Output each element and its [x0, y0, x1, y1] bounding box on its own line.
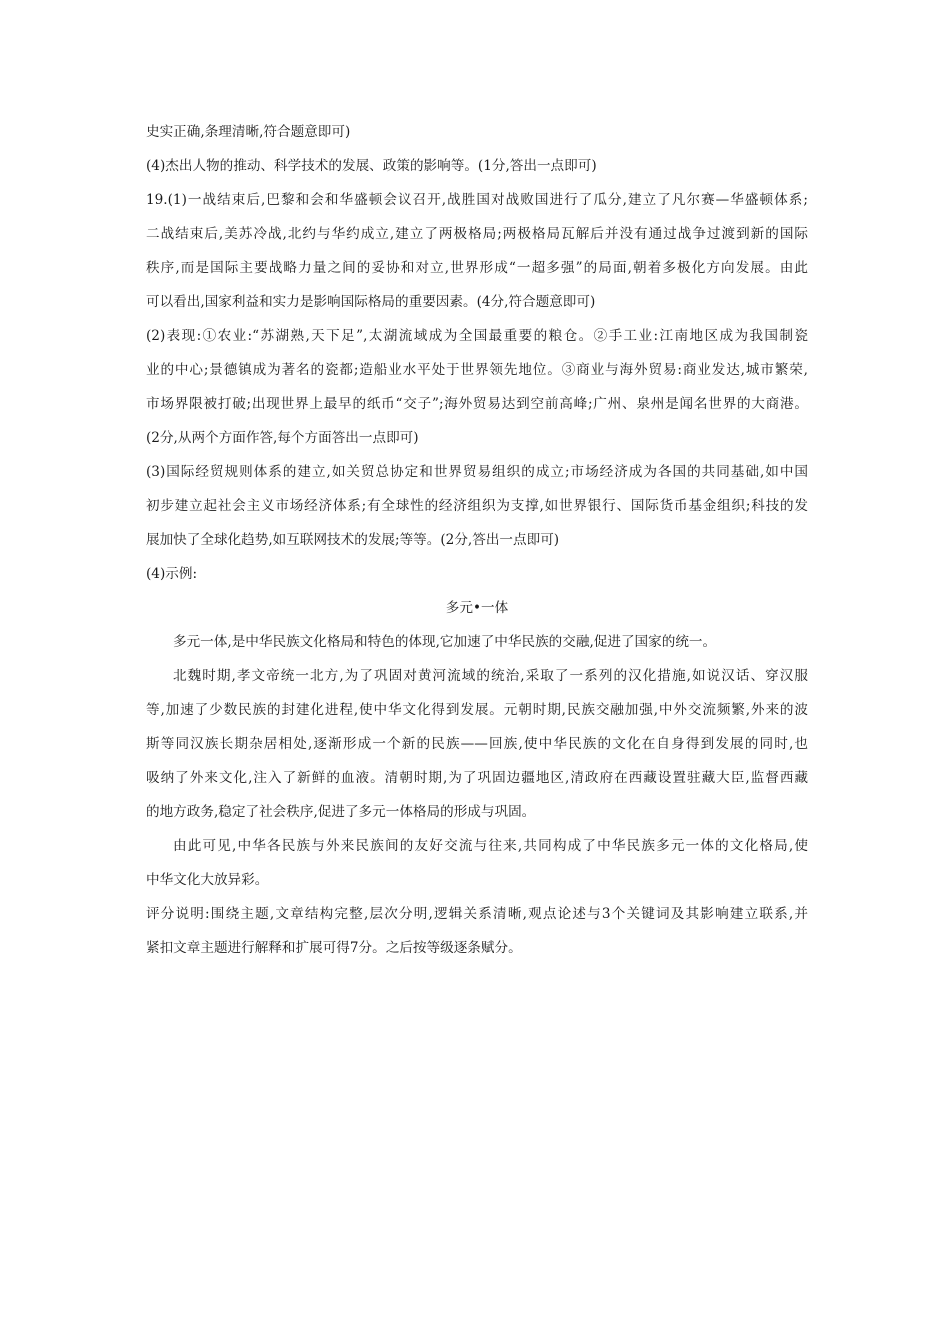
text-line: 市场界限被打破;出现世界上最早的纸币“交子”;海外贸易达到空前高峰;广州、泉州是闻名世界的大商港。 [146, 396, 808, 412]
text-line: 业的中心;景德镇成为著名的瓷都;造船业水平处于世界领先地位。③商业与海外贸易:商业发达,城市繁荣, [146, 362, 808, 378]
text-line: 由此可见,中华各民族与外来民族间的友好交流与往来,共同构成了中华民族多元一体的文化格局,使 [173, 838, 808, 854]
text-line: 吸纳了外来文化,注入了新鲜的血液。清朝时期,为了巩固边疆地区,清政府在西藏设置驻藏大臣,监督西藏 [146, 770, 808, 786]
text-line: 展加快了全球化趋势,如互联网技术的发展;等等。(2分,答出一点即可) [146, 532, 560, 548]
text-line: 可以看出,国家利益和实力是影响国际格局的重要因素。(4分,符合题意即可) [146, 294, 596, 310]
text-line: 19.(1)一战结束后,巴黎和会和华盛顿会议召开,战胜国对战败国进行了瓜分,建立了凡尔赛—华盛顿体系; [146, 192, 808, 208]
text-line: (4)杰出人物的推动、科学技术的发展、政策的影响等。(1分,答出一点即可) [146, 158, 597, 174]
text-line: 等,加速了少数民族的封建化进程,使中华文化得到发展。元朝时期,民族交融加强,中外交流频繁,外来的波 [146, 702, 808, 718]
text-line: 二战结束后,美苏冷战,北约与华约成立,建立了两极格局;两极格局瓦解后并没有通过战争过渡到新的国际 [146, 226, 808, 242]
text-line: 中华文化大放异彩。 [146, 872, 269, 888]
text-line: 评分说明:围绕主题,文章结构完整,层次分明,逻辑关系清晰,观点论述与3个关键词及其影响建立联系,并 [146, 906, 808, 922]
text-line: 多元一体,是中华民族文化格局和特色的体现,它加速了中华民族的交融,促进了国家的统一。 [173, 634, 717, 650]
text-line: 的地方政务,稳定了社会秩序,促进了多元一体格局的形成与巩固。 [146, 804, 536, 820]
text-line: 史实正确,条理清晰,符合题意即可) [146, 124, 351, 140]
text-line: (2)表现:①农业:“苏湖熟,天下足”,太湖流域成为全国最重要的粮仓。②手工业:江南地区成为我国制瓷 [146, 328, 808, 344]
text-line: 初步建立起社会主义市场经济体系;有全球性的经济组织为支撑,如世界银行、国际货币基金组织;科技的发 [146, 498, 808, 514]
text-line: (4)示例: [146, 566, 198, 582]
text-line: (2分,从两个方面作答,每个方面答出一点即可) [146, 430, 419, 446]
text-line: (3)国际经贸规则体系的建立,如关贸总协定和世界贸易组织的成立;市场经济成为各国的共同基础,如中国 [146, 464, 808, 480]
document-page [146, 122, 808, 972]
text-line: 斯等同汉族长期杂居相处,逐渐形成一个新的民族——回族,使中华民族的文化在自身得到发展的同时,也 [146, 736, 808, 752]
text-line: 紧扣文章主题进行解释和扩展可得7分。之后按等级逐条赋分。 [146, 940, 522, 956]
text-line: 秩序,而是国际主要战略力量之间的妥协和对立,世界形成“一超多强”的局面,朝着多极化方向发展。由此 [146, 260, 808, 276]
text-line: 北魏时期,孝文帝统一北方,为了巩固对黄河流域的统治,采取了一系列的汉化措施,如说汉话、穿汉服 [173, 668, 808, 684]
essay-title: 多元•一体 [445, 600, 509, 616]
